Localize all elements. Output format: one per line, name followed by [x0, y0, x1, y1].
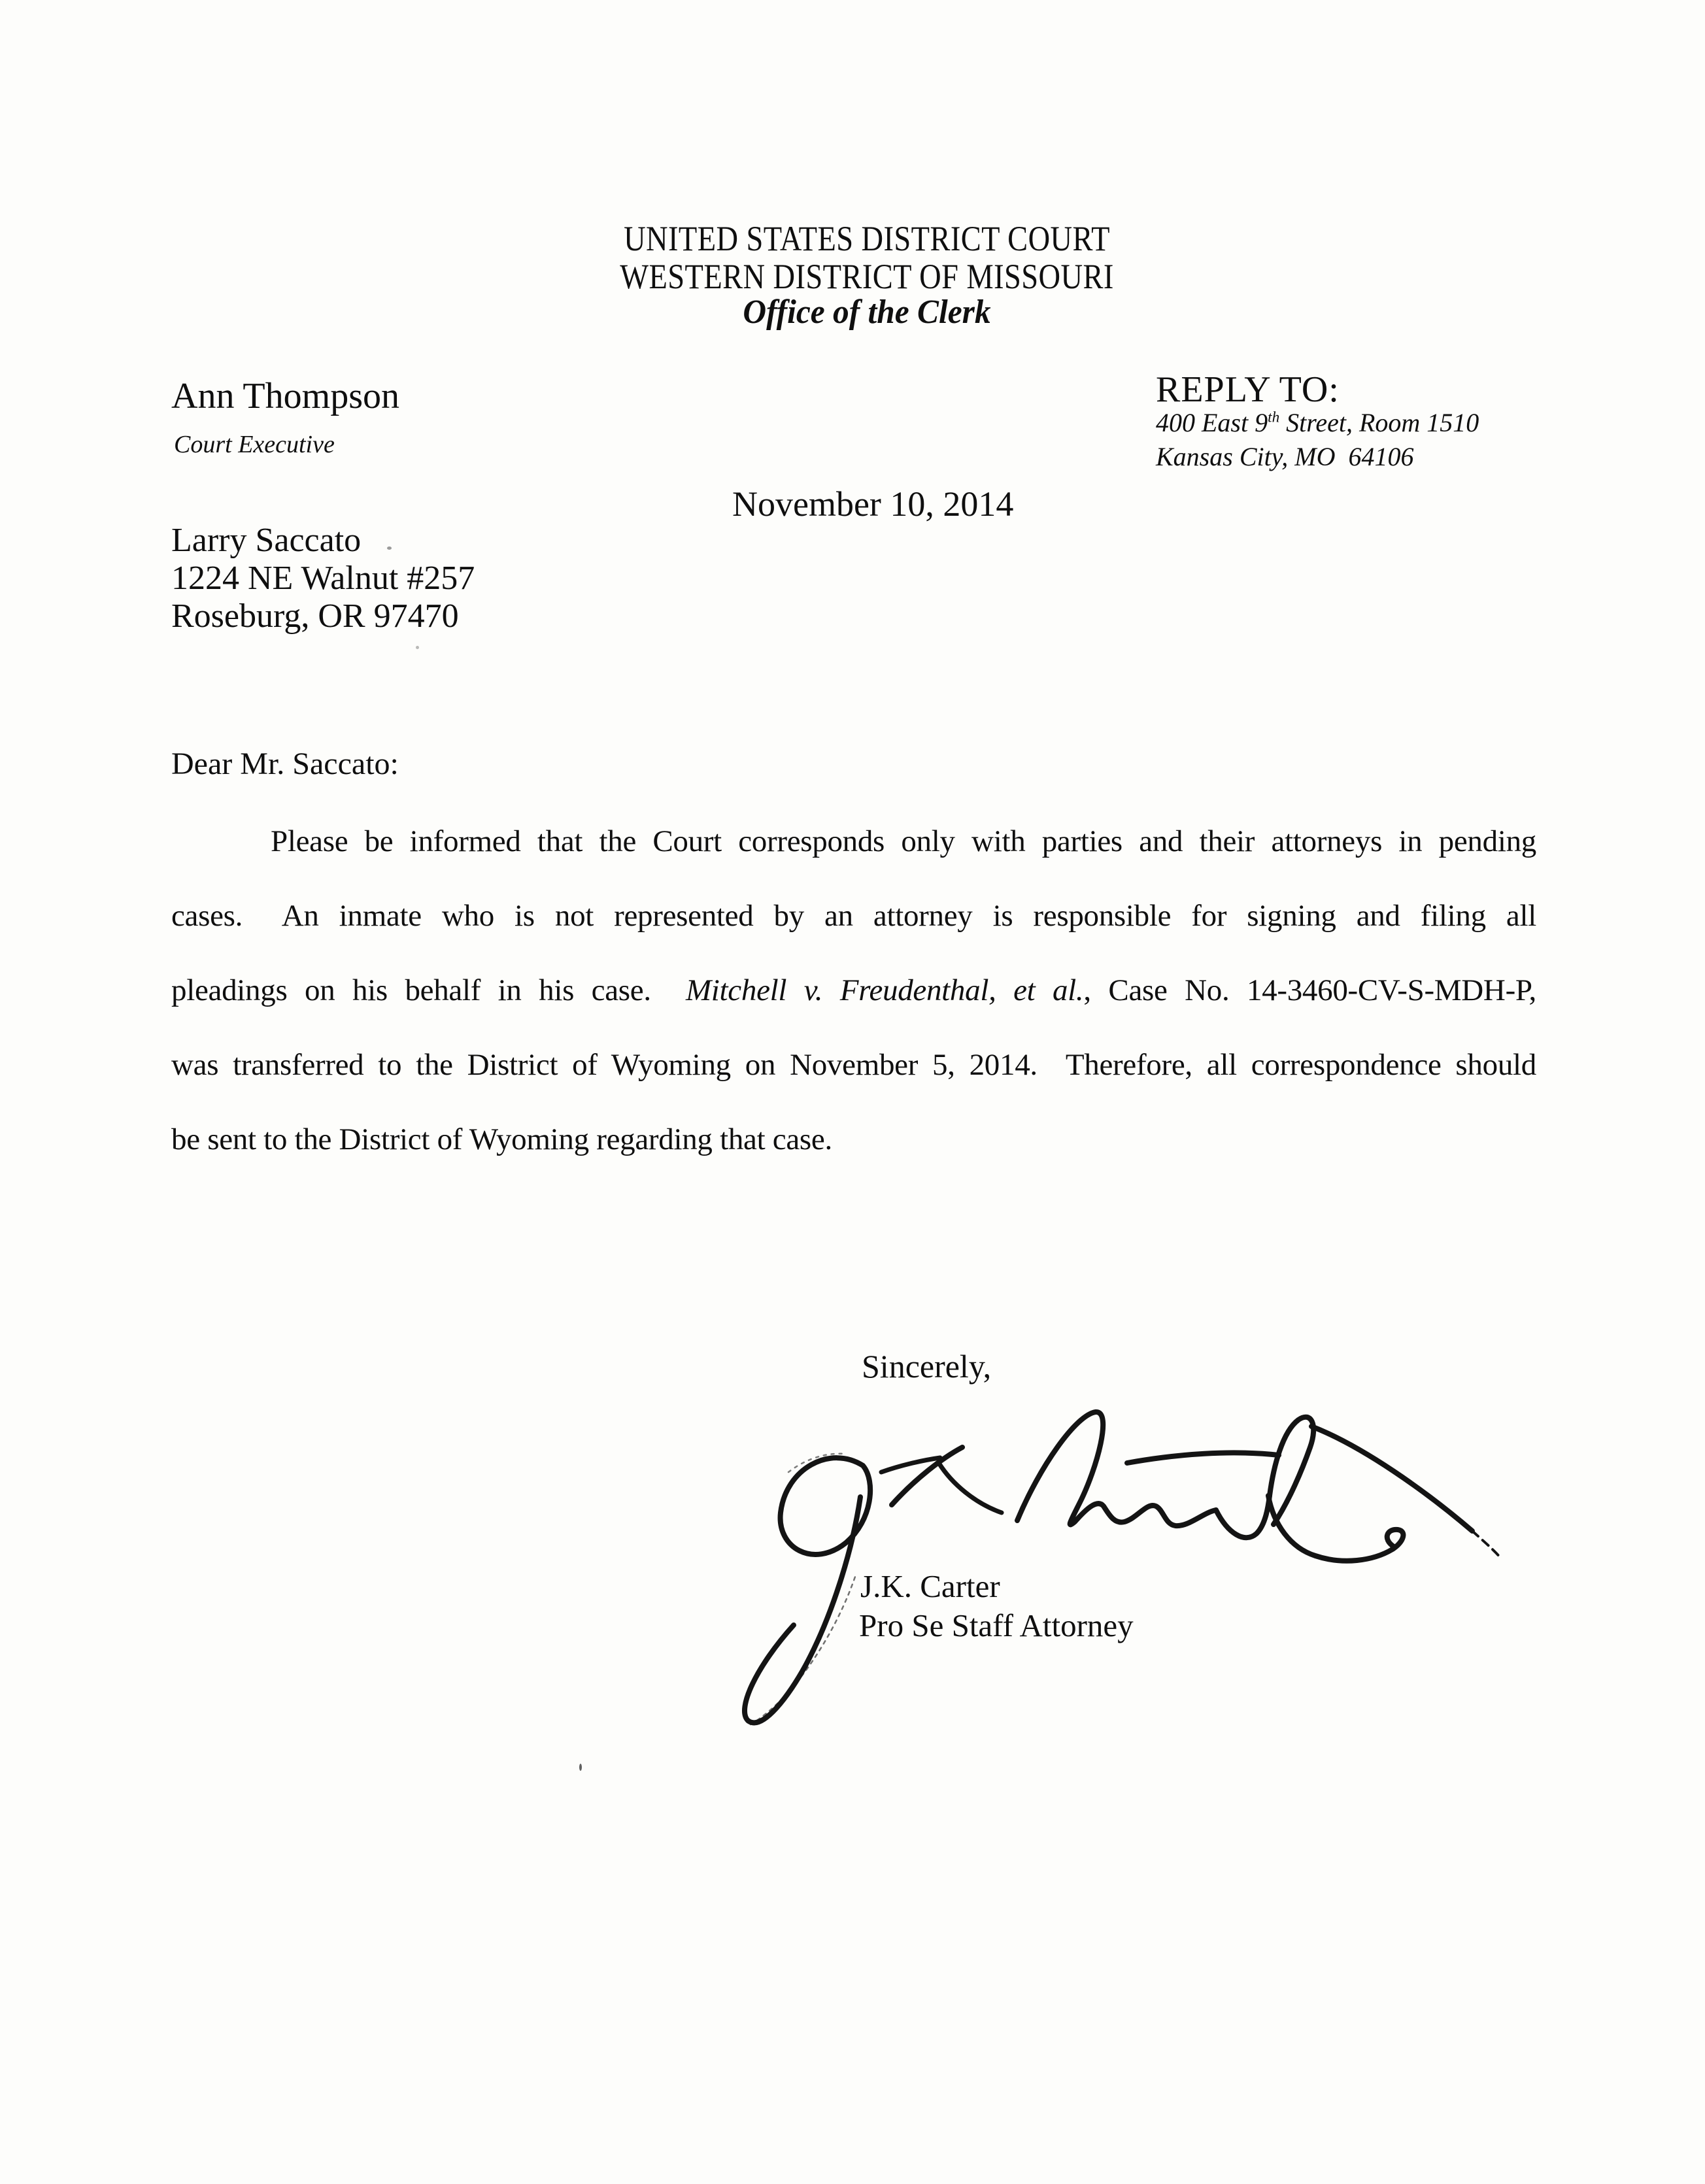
reply-to-street [1156, 409, 1479, 437]
sender-name: Ann Thompson [171, 376, 399, 416]
recipient-address-line2: Roseburg, OR 97470 [171, 597, 459, 635]
letter-date: November 10, 2014 [732, 484, 1014, 524]
body-line-4: was transferred to the District of Wyoming on November 5, 2014. Therefore, all correspondence should [171, 1048, 1536, 1082]
letterhead-district-name: WESTERN DISTRICT OF MISSOURI [620, 257, 1114, 296]
signature-jk-carter [706, 1392, 1530, 1758]
body-line-3 [171, 974, 1536, 1007]
recipient-address-line1: 1224 NE Walnut #257 [171, 560, 475, 597]
body-line-2: cases. An inmate who is not represented by an attorney is responsible for signing and filing all [171, 899, 1536, 933]
scan-speck [579, 1764, 582, 1771]
salutation: Dear Mr. Saccato: [171, 747, 399, 781]
scan-speck [387, 546, 392, 550]
scan-speck [416, 646, 419, 649]
signer-name: J.K. Carter [860, 1568, 1000, 1604]
valediction: Sincerely, [862, 1348, 992, 1385]
body-line-1: Please be informed that the Court corresponds only with parties and their attorneys in pending [271, 824, 1536, 858]
recipient-address-block [171, 522, 475, 635]
body-line-3-post: , Case No. 14-3460-CV-S-MDH-P, [1083, 973, 1537, 1007]
signer-title: Pro Se Staff Attorney [859, 1607, 1134, 1643]
letterhead-court-name: UNITED STATES DISTRICT COURT [624, 219, 1110, 258]
reply-to-street-ordinal: th [1268, 409, 1280, 426]
reply-to-street-number: 400 East 9 [1156, 408, 1268, 437]
reply-to-street-rest: Street, Room 1510 [1279, 408, 1479, 437]
sender-title: Court Executive [174, 431, 335, 458]
reply-to-label: REPLY TO: [1156, 369, 1340, 410]
body-line-5: be sent to the District of Wyoming regarding that case. [171, 1122, 832, 1156]
reply-to-city: Kansas City, MO 64106 [1156, 442, 1414, 471]
letterhead-office-name: Office of the Clerk [743, 294, 991, 331]
recipient-name: Larry Saccato [171, 522, 362, 559]
case-citation: Mitchell v. Freudenthal, et al. [685, 973, 1084, 1007]
body-line-3-pre: pleadings on his behalf in his case. [171, 973, 686, 1007]
